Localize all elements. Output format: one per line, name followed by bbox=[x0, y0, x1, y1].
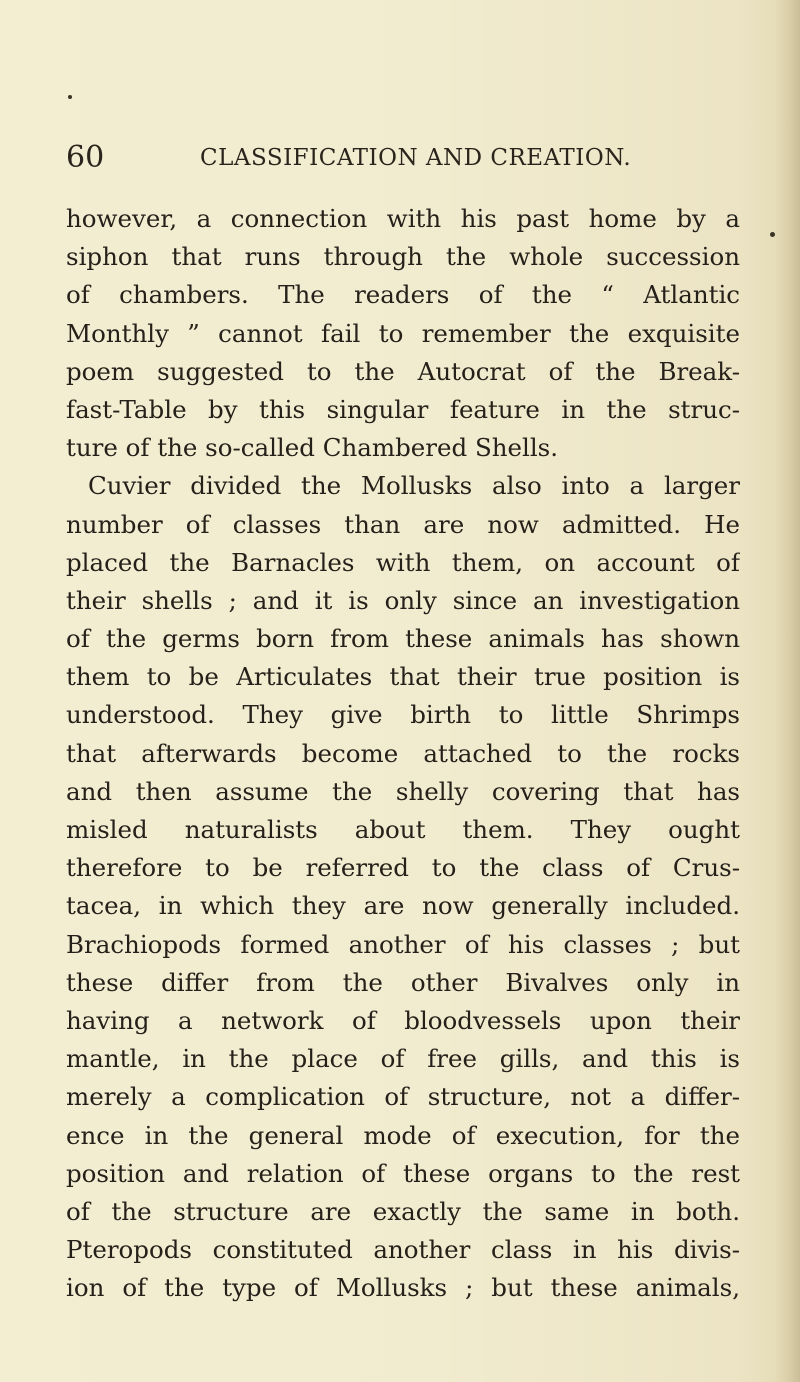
text-line: and then assume the shelly covering that has bbox=[66, 776, 740, 806]
text-line: poem suggested to the Autocrat of the Break- bbox=[66, 356, 740, 386]
body-text bbox=[66, 200, 740, 1307]
page-number: 60 bbox=[66, 140, 105, 175]
text-line: of the structure are exactly the same in both. bbox=[66, 1196, 740, 1226]
text-line: merely a complication of structure, not a differ- bbox=[66, 1082, 740, 1112]
text-line: siphon that runs through the whole succession bbox=[66, 242, 740, 272]
text-line: placed the Barnacles with them, on account of bbox=[66, 547, 740, 577]
text-line: of the germs born from these animals has shown bbox=[66, 624, 740, 654]
text-line: having a network of bloodvessels upon their bbox=[66, 1005, 740, 1035]
text-line: of chambers. The readers of the “ Atlantic bbox=[66, 280, 740, 310]
text-line: ture of the so-called Chambered Shells. bbox=[66, 433, 559, 463]
ink-speck bbox=[68, 95, 72, 99]
text-line: them to be Articulates that their true position is bbox=[66, 662, 740, 692]
text-line: their shells ; and it is only since an investigation bbox=[66, 585, 740, 615]
text-line: Brachiopods formed another of his classes ; but bbox=[66, 929, 740, 959]
running-head bbox=[66, 138, 736, 178]
text-line: ion of the type of Mollusks ; but these animals, bbox=[66, 1273, 740, 1303]
text-line: understood. They give birth to little Shrimps bbox=[66, 700, 740, 730]
chapter-title: CLASSIFICATION AND CREATION. bbox=[200, 145, 632, 171]
ink-speck bbox=[770, 232, 775, 237]
page-edge-shadow bbox=[774, 0, 800, 1382]
text-line: Pteropods constituted another class in his divis- bbox=[66, 1235, 740, 1265]
text-line: tacea, in which they are now generally included. bbox=[66, 891, 740, 921]
text-line: Cuvier divided the Mollusks also into a larger bbox=[88, 471, 740, 501]
text-line: ence in the general mode of execution, for the bbox=[66, 1120, 740, 1150]
text-line: Monthly ” cannot fail to remember the exquisite bbox=[66, 318, 740, 348]
text-line: fast-Table by this singular feature in the struc- bbox=[66, 394, 740, 424]
text-line: mantle, in the place of free gills, and this is bbox=[66, 1044, 740, 1074]
text-line: misled naturalists about them. They ought bbox=[66, 815, 740, 844]
text-line: position and relation of these organs to the rest bbox=[66, 1158, 740, 1188]
text-line: these differ from the other Bivalves only in bbox=[66, 967, 740, 997]
text-line: number of classes than are now admitted. He bbox=[66, 509, 740, 539]
text-line: therefore to be referred to the class of Crus- bbox=[66, 853, 740, 883]
text-line: that afterwards become attached to the rocks bbox=[66, 738, 740, 768]
text-line: however, a connection with his past home by a bbox=[66, 204, 740, 233]
